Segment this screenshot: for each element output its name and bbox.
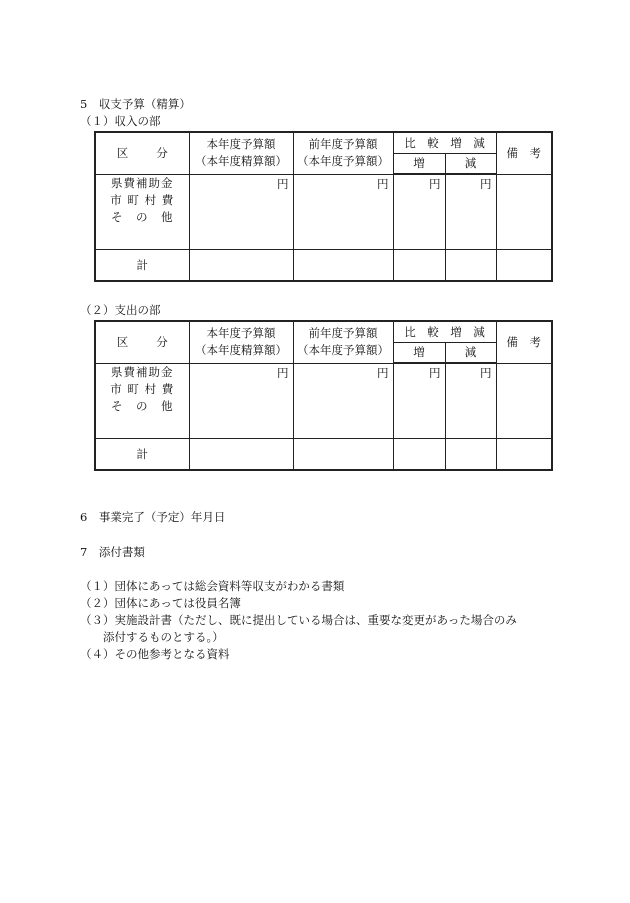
attachment-item: （１）団体にあっては総会資料等収支がわかる書類 [80, 579, 345, 593]
remarks-header: 備 考 [496, 321, 552, 363]
comparison-header: 比 較 増 減 [393, 321, 496, 343]
total-cell [496, 439, 552, 471]
total-cell [189, 439, 293, 471]
decrease-header: 減 [445, 154, 496, 175]
current-amount-cell: 円 [189, 363, 293, 439]
income-title: （１）収入の部 [80, 114, 161, 128]
previous-budget-header: 前年度予算額 （本年度予算額） [293, 321, 393, 363]
decrease-amount-cell: 円 [445, 174, 496, 250]
attachment-item: （３）実施設計書（ただし、既に提出している場合は、重要な変更があった場合のみ [80, 613, 517, 627]
section6-heading: 6 事業完了（予定）年月日 [80, 510, 226, 524]
income-table [94, 131, 553, 282]
increase-header: 増 [393, 343, 445, 364]
total-cell [393, 250, 445, 282]
total-cell [189, 250, 293, 282]
previous-amount-cell: 円 [293, 363, 393, 439]
decrease-header: 減 [445, 343, 496, 364]
total-label: 計 [95, 250, 189, 282]
section5-heading: 5 収支予算（精算） [80, 97, 191, 111]
expense-table [94, 320, 553, 471]
decrease-amount-cell: 円 [445, 363, 496, 439]
total-cell [496, 250, 552, 282]
remarks-cell [496, 174, 552, 250]
previous-budget-header: 前年度予算額 （本年度予算額） [293, 132, 393, 174]
total-label: 計 [95, 439, 189, 471]
attachment-item-continuation: 添付するものとする。） [103, 630, 224, 644]
category-list: 県費補助金 市 町 村 費 そ の 他 [95, 174, 189, 250]
current-budget-header: 本年度予算額 （本年度精算額） [189, 321, 293, 363]
total-cell [293, 439, 393, 471]
increase-amount-cell: 円 [393, 174, 445, 250]
total-cell [393, 439, 445, 471]
total-cell [445, 439, 496, 471]
current-budget-header: 本年度予算額 （本年度精算額） [189, 132, 293, 174]
attachment-item: （４）その他参考となる資料 [80, 647, 230, 661]
increase-amount-cell: 円 [393, 363, 445, 439]
previous-amount-cell: 円 [293, 174, 393, 250]
current-amount-cell: 円 [189, 174, 293, 250]
kubun-header: 区 分 [95, 132, 189, 174]
total-cell [293, 250, 393, 282]
remarks-header: 備 考 [496, 132, 552, 174]
category-list: 県費補助金 市 町 村 費 そ の 他 [95, 363, 189, 439]
attachment-item: （２）団体にあっては役員名簿 [80, 596, 241, 610]
comparison-header: 比 較 増 減 [393, 132, 496, 154]
total-cell [445, 250, 496, 282]
increase-header: 増 [393, 154, 445, 175]
remarks-cell [496, 363, 552, 439]
section7-heading: 7 添付書類 [80, 545, 145, 559]
expense-title: （２）支出の部 [80, 303, 161, 317]
kubun-header: 区 分 [95, 321, 189, 363]
